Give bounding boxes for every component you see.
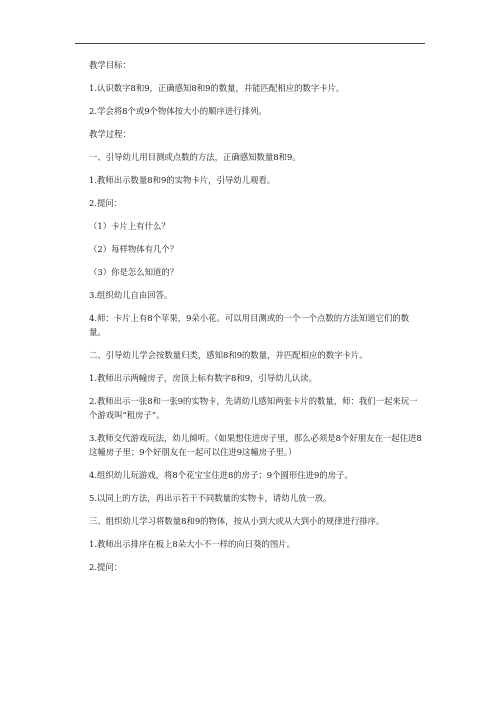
part-2-step-4: 4.组织幼儿玩游戏，将8个花宝宝住进8的房子；9个圆形住进9的房子。 bbox=[89, 470, 353, 480]
question-3: （3）你是怎么知道的？ bbox=[89, 267, 179, 277]
header-rule bbox=[75, 43, 425, 44]
part-1-step-3: 3.组织幼儿自由回答。 bbox=[89, 290, 173, 300]
part-1-step-2: 2.提问： bbox=[89, 198, 123, 208]
part-2-heading: 二、引导幼儿学会按数量归类，感知8和9的数量，并匹配相应的数字卡片。 bbox=[89, 350, 368, 360]
part-3-step-2: 2.提问： bbox=[89, 562, 123, 572]
section-heading-process: 教学过程： bbox=[89, 129, 131, 139]
part-2-step-5: 5.以同上的方法，再出示若干不同数量的实物卡，请幼儿放一放。 bbox=[89, 493, 332, 503]
document-body bbox=[89, 58, 425, 583]
part-2-step-3: 3.教师交代游戏玩法，幼儿倾听。（如果想住进房子里，那么必须是8个好朋友在一起住进8这幢房子里；9个好朋友在一起可以住进9这幢房子里。） bbox=[89, 433, 422, 457]
part-3-heading: 三、组织幼儿学习将数量8和9的物体，按从小到大或从大到小的规律进行排序。 bbox=[89, 516, 385, 526]
part-1-heading: 一、引导幼儿用目测或点数的方法，正确感知数量8和9。 bbox=[89, 152, 301, 162]
objective-2: 2.学会将8个或9个物体按大小的顺序进行排列。 bbox=[89, 106, 267, 116]
part-1-step-4: 4.师：卡片上有8个苹果，9朵小花。可以用目测或的一个一个点数的方法知道它们的数量。 bbox=[89, 313, 410, 337]
question-1: （1）卡片上有什么？ bbox=[89, 221, 170, 231]
part-2-step-1: 1.教师出示两幢房子，房顶上标有数字8和9，引导幼儿认读。 bbox=[89, 373, 318, 383]
objective-1: 1.认识数字8和9，正确感知8和9的数量，并能匹配相应的数字卡片。 bbox=[89, 83, 345, 93]
part-1-step-1: 1.教师出示数量8和9的实物卡片，引导幼儿观看。 bbox=[89, 175, 276, 185]
question-2: （2）每样物体有几个？ bbox=[89, 244, 179, 254]
part-3-step-1: 1.教师出示排序在板上8朵大小不一样的向日葵的图片。 bbox=[89, 539, 295, 549]
part-2-step-2: 2.教师出示一张8和一张9的实物卡，先请幼儿感知两张卡片的数量，师：我们一起来玩一个游戏叫“租房子”。 bbox=[89, 396, 418, 420]
section-heading-objectives: 教学目标： bbox=[89, 60, 131, 70]
